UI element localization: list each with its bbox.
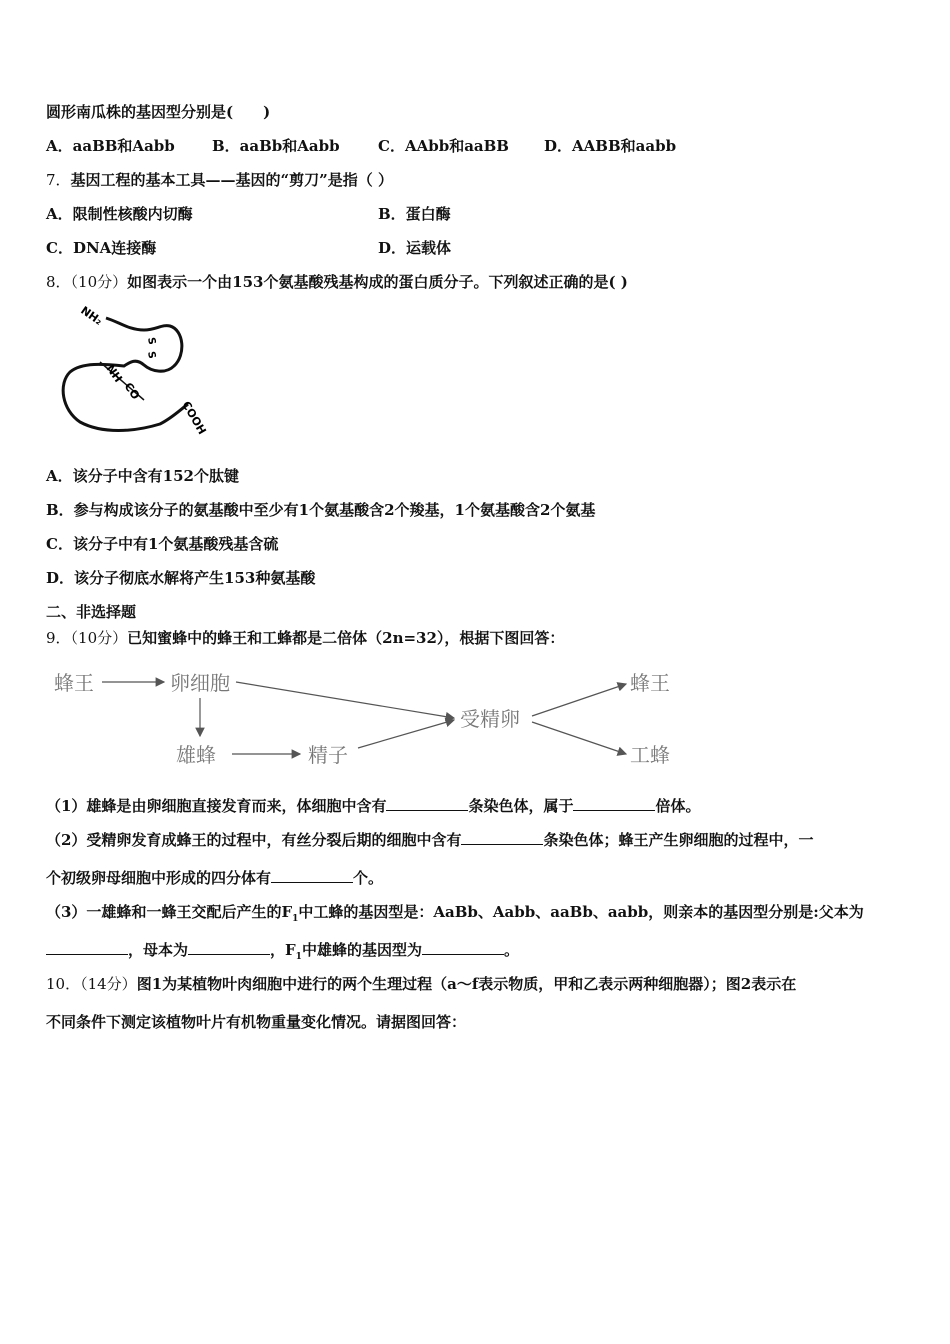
section-title: 二、非选择题	[46, 603, 137, 621]
q7-option-d: D．运载体	[378, 239, 452, 257]
answer-blank[interactable]	[188, 940, 270, 955]
answer-blank[interactable]	[573, 796, 655, 811]
q9-p2-text-b: 条染色体；蜂王产生卵细胞的过程中，一	[543, 831, 814, 849]
arrow-fertilized-worker	[532, 722, 626, 754]
q6-option-d: D．AABB和aabb	[544, 137, 677, 155]
q9-p2-text-c: 个初级卵母细胞中形成的四分体有	[46, 869, 272, 887]
subscript: 1	[295, 952, 302, 962]
drone-label: 雄蜂	[176, 743, 216, 767]
nh-label: NH	[103, 362, 125, 385]
bee-diagram	[46, 660, 686, 780]
arrow-egg-fertilized	[236, 682, 454, 718]
q8-score: （10分）	[70, 273, 128, 291]
q7-option-b: B．蛋白酶	[378, 205, 451, 223]
q9-p3-text-a: （3）一雄蜂和一蜂王交配后产生的F	[46, 903, 293, 921]
egg-label: 卵细胞	[170, 671, 230, 695]
q9-part2	[46, 830, 813, 850]
q9-p3-text-f: 。	[503, 941, 519, 959]
q8-option-a: A．该分子中含有152个肽键	[46, 467, 239, 485]
s1-label: S	[145, 336, 158, 346]
q7-stem: 基因工程的基本工具——基因的“剪刀”是指（ ）	[70, 171, 394, 189]
s2-label: S	[145, 350, 158, 360]
answer-blank[interactable]	[271, 868, 353, 883]
q10-stem-cont: 不同条件下测定该植物叶片有机物重量变化情况。请据图回答：	[46, 1013, 467, 1031]
q9-p1-text-b: 条染色体，属于	[468, 797, 574, 815]
q9-p2-text-a: （2）受精卵发育成蜂王的过程中，有丝分裂后期的细胞中含有	[46, 831, 462, 849]
arrow-fertilized-queen	[532, 684, 626, 716]
answer-blank[interactable]	[386, 796, 468, 811]
cooh-label: COOH	[179, 399, 209, 437]
protein-chain	[63, 318, 188, 431]
q8-question	[46, 272, 628, 292]
q8-option-c: C．该分子中有1个氨基酸残基含硫	[46, 535, 279, 553]
q8-option-b: B．参与构成该分子的氨基酸中至少有1个氨基酸含2个羧基，1个氨基酸含2个氨基	[46, 501, 596, 519]
q10-stem: 图1为某植物叶肉细胞中进行的两个生理过程（a～f表示物质，甲和乙表示两种细胞器）；图2表示在	[136, 975, 797, 993]
answer-blank[interactable]	[46, 940, 128, 955]
q9-p3-text-d: ，F	[270, 941, 296, 959]
q10-number: 10．	[46, 975, 81, 993]
protein-figure	[44, 300, 224, 440]
queen-right-label: 蜂王	[630, 671, 670, 695]
queen-left-label: 蜂王	[54, 671, 94, 695]
q9-part3	[46, 902, 864, 929]
q6-stem-tail: 圆形南瓜株的基因型分别是( )	[46, 103, 271, 121]
q9-p3-text-b: 中工蜂的基因型是：AaBb、Aabb、aaBb、aabb，则亲本的基因型分别是:父本为	[298, 903, 864, 921]
q7-number: 7．	[46, 171, 71, 189]
nh2-label: NH₂	[78, 303, 105, 328]
q6-option-b: B．aaBb和Aabb	[212, 137, 340, 155]
worker-label: 工蜂	[630, 743, 670, 767]
co-label: CO	[121, 380, 143, 403]
q7-option-c: C．DNA连接酶	[46, 239, 157, 257]
q6-option-c: C．AAbb和aaBB	[378, 137, 509, 155]
fertilized-egg-label: 受精卵	[460, 707, 520, 731]
q9-p3-text-c: ，母本为	[128, 941, 189, 959]
arrow-sperm-fertilized	[358, 720, 454, 748]
q9-number: 9．	[46, 629, 71, 647]
q9-part3-cont	[46, 940, 519, 967]
q9-part2-cont	[46, 868, 383, 888]
sperm-label: 精子	[308, 743, 348, 767]
q8-option-d: D．该分子彻底水解将产生153种氨基酸	[46, 569, 316, 587]
q9-part1	[46, 796, 700, 816]
q8-number: 8．	[46, 273, 71, 291]
subscript: 1	[292, 914, 299, 924]
q9-p3-text-e: 中雄蜂的基因型为	[301, 941, 422, 959]
q9-stem: 已知蜜蜂中的蜂王和工蜂都是二倍体（2n=32），根据下图回答：	[127, 629, 565, 647]
q6-option-a: A．aaBB和Aabb	[46, 137, 175, 155]
answer-blank[interactable]	[461, 830, 543, 845]
q9-score: （10分）	[70, 629, 128, 647]
answer-blank[interactable]	[422, 940, 504, 955]
q9-p1-text-a: （1）雄蜂是由卵细胞直接发育而来，体细胞中含有	[46, 797, 387, 815]
q10-score: （14分）	[80, 975, 137, 993]
q7-option-a: A．限制性核酸内切酶	[46, 205, 193, 223]
q9-p2-text-d: 个。	[353, 869, 384, 887]
q9-question	[46, 628, 564, 648]
q8-stem: 如图表示一个由153个氨基酸残基构成的蛋白质分子。下列叙述正确的是( )	[127, 273, 628, 291]
q10-question	[46, 974, 796, 994]
q7-question	[46, 170, 393, 190]
q9-p1-text-c: 倍体。	[655, 797, 701, 815]
